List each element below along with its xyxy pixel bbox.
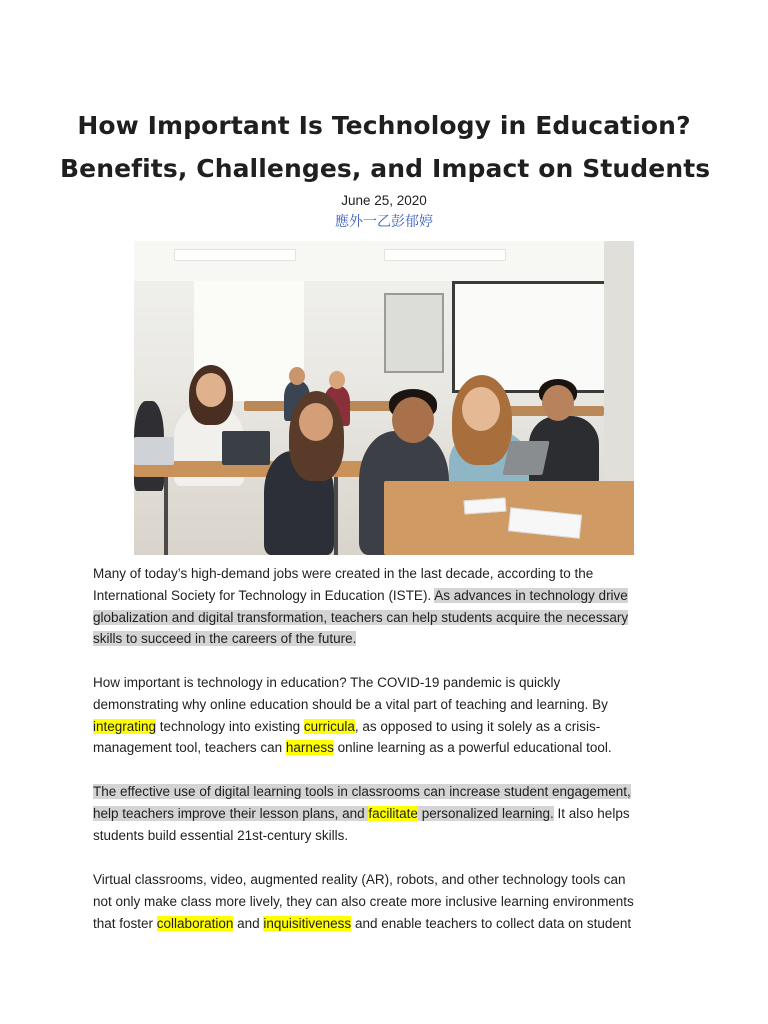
photo-tablet bbox=[502, 441, 549, 475]
gray-highlight: personalized learning. bbox=[417, 805, 554, 821]
text-run: International Society for Technology in Education (ISTE). bbox=[93, 587, 435, 603]
photo-student-head bbox=[462, 387, 500, 431]
photo-desk-leg bbox=[334, 477, 338, 555]
text-run: and bbox=[233, 915, 264, 931]
author-name: 應外一乙彭郁婷 bbox=[335, 214, 433, 230]
paragraph-4-line bbox=[93, 913, 673, 935]
paragraph-3-line bbox=[93, 803, 673, 825]
paragraph-3-line: students build essential 21st-century skills. bbox=[93, 827, 349, 843]
yellow-highlight: facilitate bbox=[368, 805, 418, 821]
title-line-1: How Important Is Technology in Education? bbox=[77, 111, 691, 140]
gray-highlight: As advances in technology drive bbox=[434, 587, 628, 603]
text-run: management tool, teachers can bbox=[93, 740, 286, 756]
photo-ceiling bbox=[134, 241, 634, 281]
text-run: that foster bbox=[93, 915, 157, 931]
paragraph-1 bbox=[93, 563, 673, 650]
photo-student-head bbox=[299, 403, 333, 441]
photo-student-head bbox=[196, 373, 226, 407]
text-run: technology into existing bbox=[156, 718, 304, 734]
yellow-highlight: harness bbox=[285, 740, 334, 756]
paragraph-4-line: Virtual classrooms, video, augmented reality (AR), robots, and other technology tools can bbox=[93, 872, 626, 887]
gray-highlight: The effective use of digital learning tools in classrooms can increase student engagement, bbox=[93, 784, 631, 799]
title-line-2: Benefits, Challenges, and Impact on Students bbox=[60, 154, 711, 183]
paragraph-4 bbox=[93, 869, 673, 934]
paragraph-2 bbox=[93, 672, 673, 759]
text-run: It also helps bbox=[553, 805, 630, 821]
text-run: , as opposed to using it solely as a crisis- bbox=[354, 718, 601, 734]
paragraph-3-line bbox=[93, 781, 673, 803]
yellow-highlight: inquisitiveness bbox=[263, 915, 352, 931]
gray-highlight: help teachers improve their lesson plans, and bbox=[93, 805, 369, 821]
photo-student-head bbox=[392, 397, 434, 443]
paragraph-2-line bbox=[93, 737, 673, 759]
yellow-highlight: curricula bbox=[303, 718, 355, 734]
gray-highlight: globalization and digital transformation, teachers can help students acquire the necessary bbox=[93, 609, 629, 625]
photo-ceiling-light bbox=[384, 249, 506, 261]
photo-student-head bbox=[289, 367, 305, 385]
classroom-photo bbox=[134, 241, 634, 555]
text-run: and enable teachers to collect data on student bbox=[351, 915, 632, 931]
publish-date: June 25, 2020 bbox=[341, 193, 427, 208]
photo-student-head bbox=[542, 385, 574, 421]
paragraph-4-line: not only make class more lively, they can also create more inclusive learning environments bbox=[93, 893, 634, 909]
paragraph-1-line bbox=[93, 607, 673, 629]
photo-laptop bbox=[222, 431, 270, 465]
paragraph-2-line bbox=[93, 716, 673, 738]
text-run: online learning as a powerful educational tool. bbox=[333, 740, 612, 756]
paragraph-1-line bbox=[93, 585, 673, 607]
yellow-highlight: collaboration bbox=[156, 915, 234, 931]
paragraph-1-line bbox=[93, 628, 673, 650]
photo-student-head bbox=[329, 371, 345, 389]
paragraph-2-line: How important is technology in education? The COVID-19 pandemic is quickly bbox=[93, 675, 561, 690]
paragraph-2-line: demonstrating why online education should be a vital part of teaching and learning. By bbox=[93, 696, 608, 712]
photo-laptop bbox=[134, 437, 174, 465]
photo-paper bbox=[464, 498, 507, 515]
article-title bbox=[60, 104, 711, 190]
photo-ceiling-light bbox=[174, 249, 296, 261]
photo-board bbox=[384, 293, 444, 373]
yellow-highlight: integrating bbox=[93, 718, 157, 734]
paragraph-1-line: Many of today’s high-demand jobs were created in the last decade, according to the bbox=[93, 566, 594, 581]
paragraph-3 bbox=[93, 781, 673, 846]
gray-highlight: skills to succeed in the careers of the future. bbox=[93, 631, 357, 647]
photo-desk-leg bbox=[164, 477, 168, 555]
